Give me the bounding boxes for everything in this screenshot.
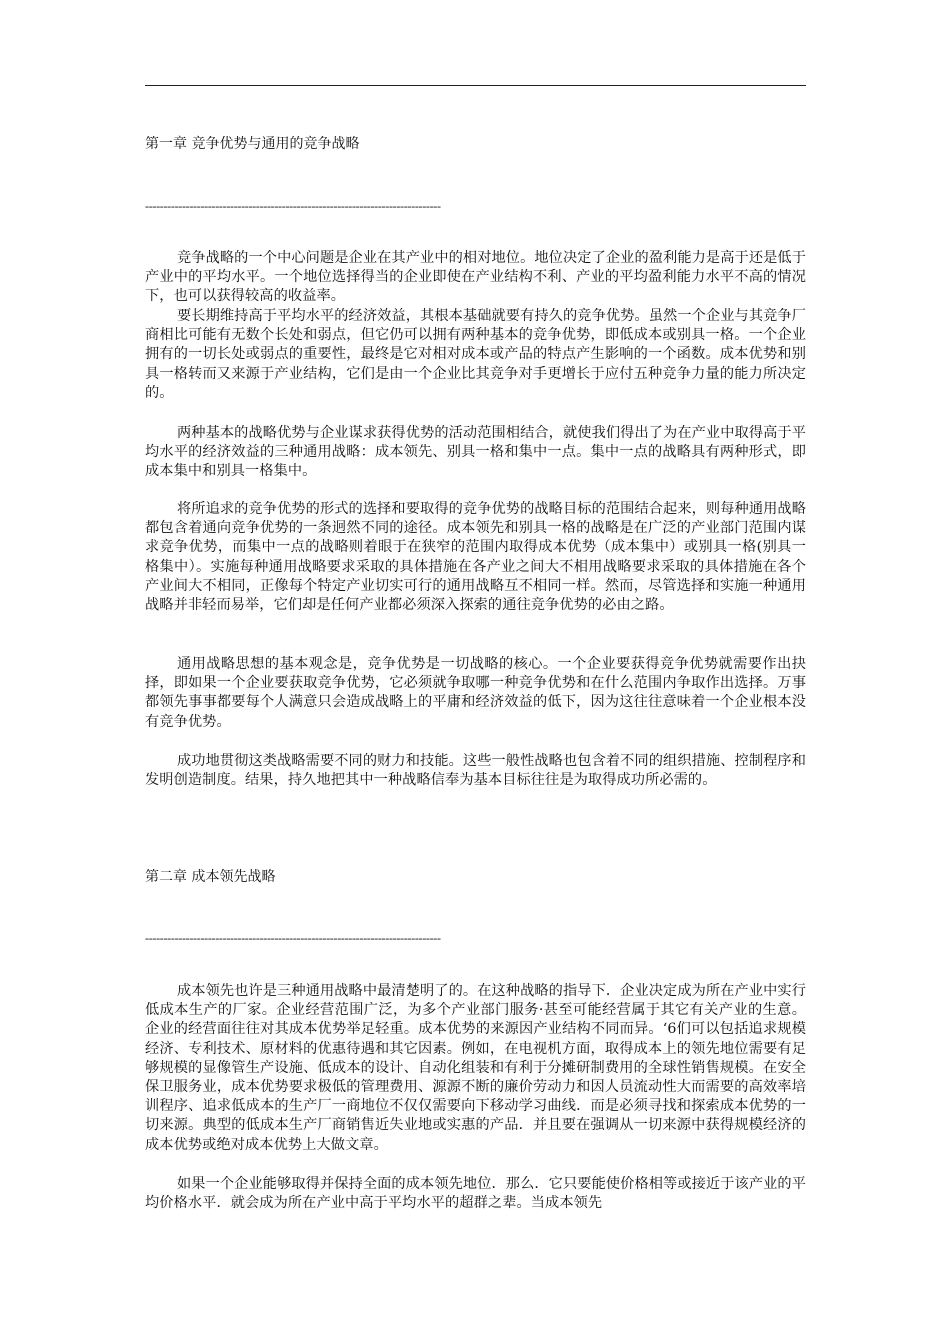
chapter-2-title: 第二章 成本领先战略 xyxy=(145,869,276,885)
chapter-1-paragraph-5: 通用战略思想的基本观念是，竞争优势是一切战略的核心。一个企业要获得竞争优势就需要作出抉择，即如果一个企业要获取竞争优势，它必须就争取哪一种竞争优势和在什么范围内争取作出选择。万事都领先事事都要每个人满意只会造成战略上的平庸和经济效益的低下，因为这往往意味着一个企业根本没有竞争优势。 xyxy=(145,656,806,730)
chapter-1-divider: -------------------------------------------------------------------------------- xyxy=(145,199,441,213)
chapter-1-paragraph-6: 成功地贯彻这类战略需要不同的财力和技能。这些一般性战略也包含着不同的组织措施、控制程序和发明创造制度。结果，持久地把其中一种战略信奉为基本目标往往是为取得成功所必需的。 xyxy=(145,753,806,789)
chapter-1-paragraph-4: 将所追求的竞争优势的形式的选择和要取得的竞争优势的战略目标的范围结合起来，则每种通用战略都包含着通向竞争优势的一条迥然不同的途径。成本领先和别具一格的战略是在广泛的产业部门范围内谋求竞争优势，而集中一点的战略则着眼于在狭窄的范围内取得成本优势（成本集中）或别具一格(别具一格集中）。实施每种通用战略要求采取的具体措施在各产业之间大不相用战略要求采取的具体措施在各个产业间大不相同，正像每个特定产业切实可行的通用战略互不相同一样。然而，尽管选择和实施一种通用战略并非轻而易举，它们却是任何产业都必须深入探索的通往竞争优势的必由之路。 xyxy=(145,501,806,614)
chapter-2-paragraph-1: 成本领先也许是三种通用战略中最清楚明了的。在这种战略的指导下．企业决定成为所在产业中实行低成本生产的厂家。企业经营范围广泛，为多个产业部门服务·甚至可能经营属于其它有关产业的生意。企业的经营面往往对其成本优势举足轻重。成本优势的来源因产业结构不同而异。‘6们可以包括追求规模经济、专利技术、原材料的优惠待遇和其它因素。例如，在电视机方面，取得成本上的领先地位需要有足够规模的显像管生产设施、低成本的设计、自动化组装和有利于分摊研制费用的全球性销售规模。在安全保卫服务业，成本优势要求极低的管理费用、源源不断的廉价劳动力和因人员流动性大而需要的高效率培训程序、追求低成本的生产厂一商地位不仅仅需要向下移动学习曲线．而是必须寻找和探索成本优势的一切来源。典型的低成本生产厂商销售近失业地或实惠的产品．并且要在强调从一切来源中获得规模经济的成本优势或绝对成本优势上大做文章。 xyxy=(145,983,806,1153)
chapter-1-paragraph-2: 要长期维持高于平均水平的经济效益，其根本基础就要有持久的竞争优势。虽然一个企业与其竞争厂商相比可能有无数个长处和弱点，但它仍可以拥有两种基本的竞争优势，即低成本或别具一格。一个企业拥有的一切长处或弱点的重要性，最终是它对相对成本或产品的特点产生影响的一个函数。成本优势和别具一格转而又来源于产业结构，它们是由一个企业比其竞争对手更增长于应付五种竞争力量的能力所决定的。 xyxy=(145,308,806,401)
header-rule xyxy=(145,85,806,86)
chapter-2-paragraph-2: 如果一个企业能够取得并保持全面的成本领先地位．那么．它只要能使价格相等或接近于该产业的平均价格水平．就会成为所在产业中高于平均水平的超群之辈。当成本领先 xyxy=(145,1176,806,1212)
chapter-2-divider: -------------------------------------------------------------------------------- xyxy=(145,931,441,945)
chapter-1-paragraph-1: 竞争战略的一个中心问题是企业在其产业中的相对地位。地位决定了企业的盈利能力是高于还是低于产业中的平均水平。一个地位选择得当的企业即使在产业结构不利、产业的平均盈利能力水平不高的情况下，也可以获得较高的收益率。 xyxy=(145,250,806,305)
chapter-1-title: 第一章 竞争优势与通用的竞争战略 xyxy=(145,136,360,152)
chapter-1-paragraph-3: 两种基本的战略优势与企业谋求获得优势的活动范围相结合，就使我们得出了为在产业中取得高于平均水平的经济效益的三种通用战略：成本领先、别具一格和集中一点。集中一点的战略具有两种形式，即成本集中和别具一格集中。 xyxy=(145,425,806,480)
